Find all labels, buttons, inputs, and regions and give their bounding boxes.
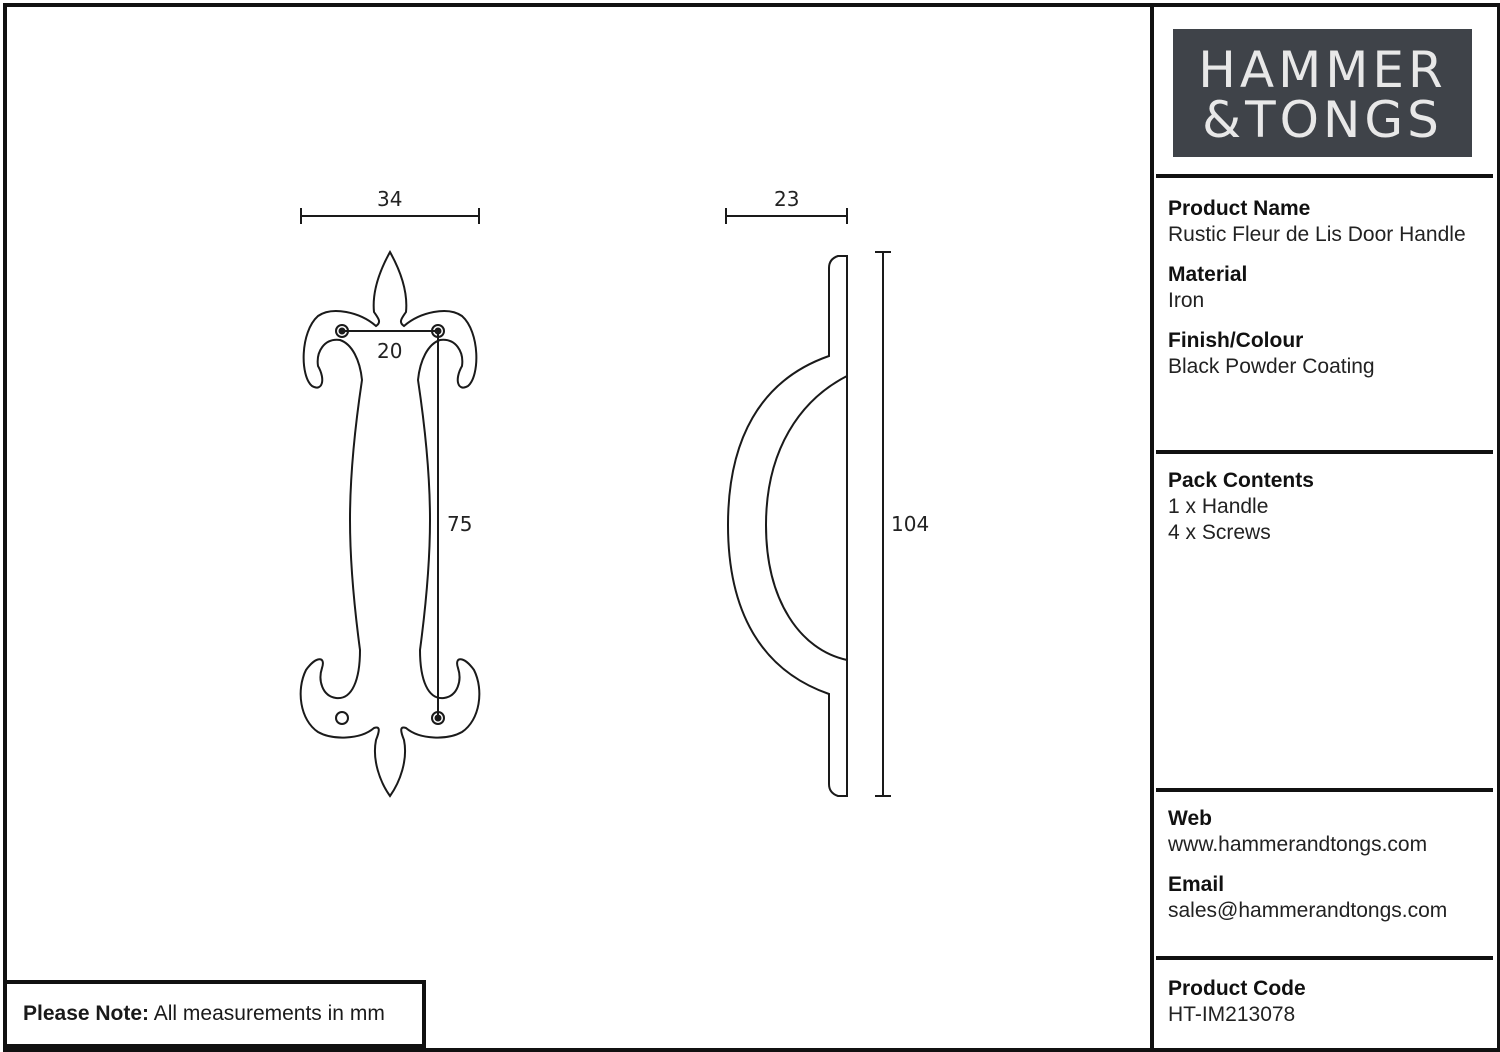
total-height-label: 104 xyxy=(891,512,930,536)
product-name-label: Product Name xyxy=(1168,197,1311,220)
pack-contents-panel xyxy=(1156,454,1493,792)
logo-panel xyxy=(1156,7,1493,178)
email-value: sales@hammerandtongs.com xyxy=(1168,899,1448,922)
screw-holes xyxy=(336,325,444,724)
finish-label: Finish/Colour xyxy=(1168,329,1304,352)
brand-logo xyxy=(1173,29,1472,157)
front-width-label: 34 xyxy=(377,187,403,211)
web-value: www.hammerandtongs.com xyxy=(1168,833,1428,856)
pack-item: 1 x Handle xyxy=(1168,495,1269,518)
email-label: Email xyxy=(1168,873,1225,896)
pack-contents-label: Pack Contents xyxy=(1168,469,1314,492)
product-name-value: Rustic Fleur de Lis Door Handle xyxy=(1168,223,1466,246)
measurement-note xyxy=(3,980,426,1048)
finish-value: Black Powder Coating xyxy=(1168,355,1375,378)
total-height-dimension xyxy=(875,252,891,796)
material-value: Iron xyxy=(1168,289,1205,312)
note-text: All measurements in mm xyxy=(153,1002,385,1025)
product-code-value: HT-IM213078 xyxy=(1168,1003,1296,1026)
hole-height-label: 75 xyxy=(447,512,473,536)
contact-panel xyxy=(1156,792,1493,960)
product-code-label: Product Code xyxy=(1168,977,1306,1000)
pack-item: 4 x Screws xyxy=(1168,521,1271,544)
logo-line-2: &TONGS xyxy=(1202,91,1443,149)
web-label: Web xyxy=(1168,807,1212,830)
product-info-panel xyxy=(1156,182,1493,454)
logo-line-1: HAMMER xyxy=(1198,41,1447,99)
note-label: Please Note: xyxy=(23,1002,150,1025)
product-code-panel xyxy=(1156,962,1493,1048)
side-view-outline xyxy=(728,256,847,796)
material-label: Material xyxy=(1168,263,1248,286)
hole-spacing-label: 20 xyxy=(377,339,403,363)
side-depth-label: 23 xyxy=(774,187,800,211)
